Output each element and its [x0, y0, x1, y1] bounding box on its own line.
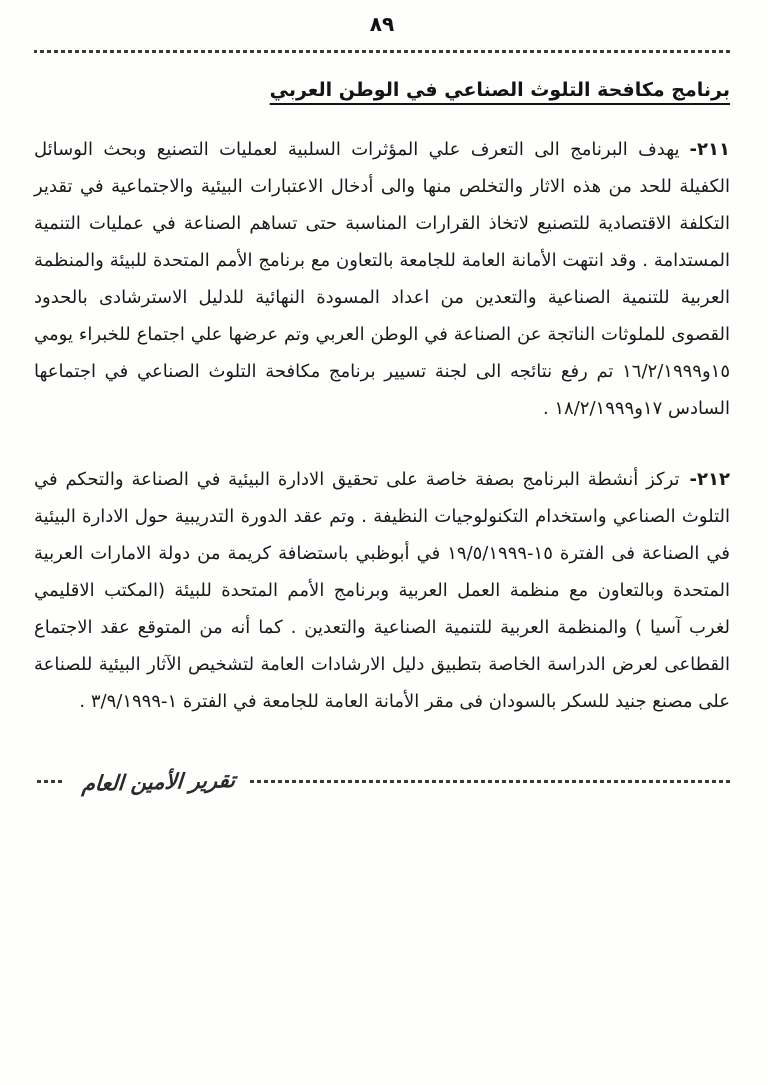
page-number: ٨٩ [369, 12, 395, 36]
paragraph-text: يهدف البرنامج الى التعرف علي المؤثرات السلبية لعمليات التصنيع وبحث الوسائل الكفيلة للحد من هذه الاثار والتخلص منها والى أدخال الاعتبارات البيئية والاجتماعية في تقدير التكلفة الاقتصادية للتصنيع لاتخاذ القرارات المناسبة حتى تساهم الصناعة في عمليات التنمية المستدامة . وقد انتهت الأمانة العامة للجامعة بالتعاون مع برنامج الأمم المتحدة للبيئة والمنظمة العربية للتنمية الصناعية والتعدين من اعداد المسودة النهائية للدليل الاسترشادى بالحدود القصوى للملوثات الناتجة عن الصناعة في الوطن العربي وتم عرضها علي اجتماع للخبراء يومي ١٥و١٦/٢/١٩٩٩ تم رفع نتائجه الى لجنة تسيير برنامج مكافحة التلوث الصناعي في اجتماعها السادس ١٧و١٨/٢/١٩٩٩ . [34, 138, 730, 419]
footer-dash-end [34, 780, 62, 783]
paragraph-211 [34, 131, 730, 427]
paragraph-text: تركز أنشطة البرنامج بصفة خاصة على تحقيق الادارة البيئية في الصناعة والتحكم في التلوث الصناعي واستخدام التكنولوجيات النظيفة . وتم عقد الدورة التدريبية حول الادارة البيئية في الصناعة فى الفترة ١٥-١٩/٥/١٩٩٩ في أبوظبي باستضافة كريمة من دولة الامارات العربية المتحدة وبالتعاون مع منظمة العمل العربية وبرنامج الأمم المتحدة للبيئة (المكتب الاقليمي لغرب آسيا ) والمنظمة العربية للتنمية الصناعية والتعدين . كما أنه من المتوقع عقد الاجتماع القطاعى لعرض الدراسة الخاصة بتطبيق دليل الارشادات العامة لتشخيص الآثار البيئية للصناعة على مصنع جنيد للسكر بالسودان فى مقر الأمانة العامة للجامعة في الفترة ١-٣/٩/١٩٩٩ . [34, 468, 730, 712]
paragraph-number: ٢١٢- [689, 468, 730, 490]
document-title: برنامج مكافحة التلوث الصناعي في الوطن العربي [269, 79, 730, 101]
paragraph-number: ٢١١- [689, 138, 730, 160]
handwritten-signature: تقرير الأمين العام [81, 767, 237, 796]
footer [34, 767, 730, 796]
paragraph-212 [34, 461, 730, 720]
footer-dashed-divider [249, 780, 730, 783]
